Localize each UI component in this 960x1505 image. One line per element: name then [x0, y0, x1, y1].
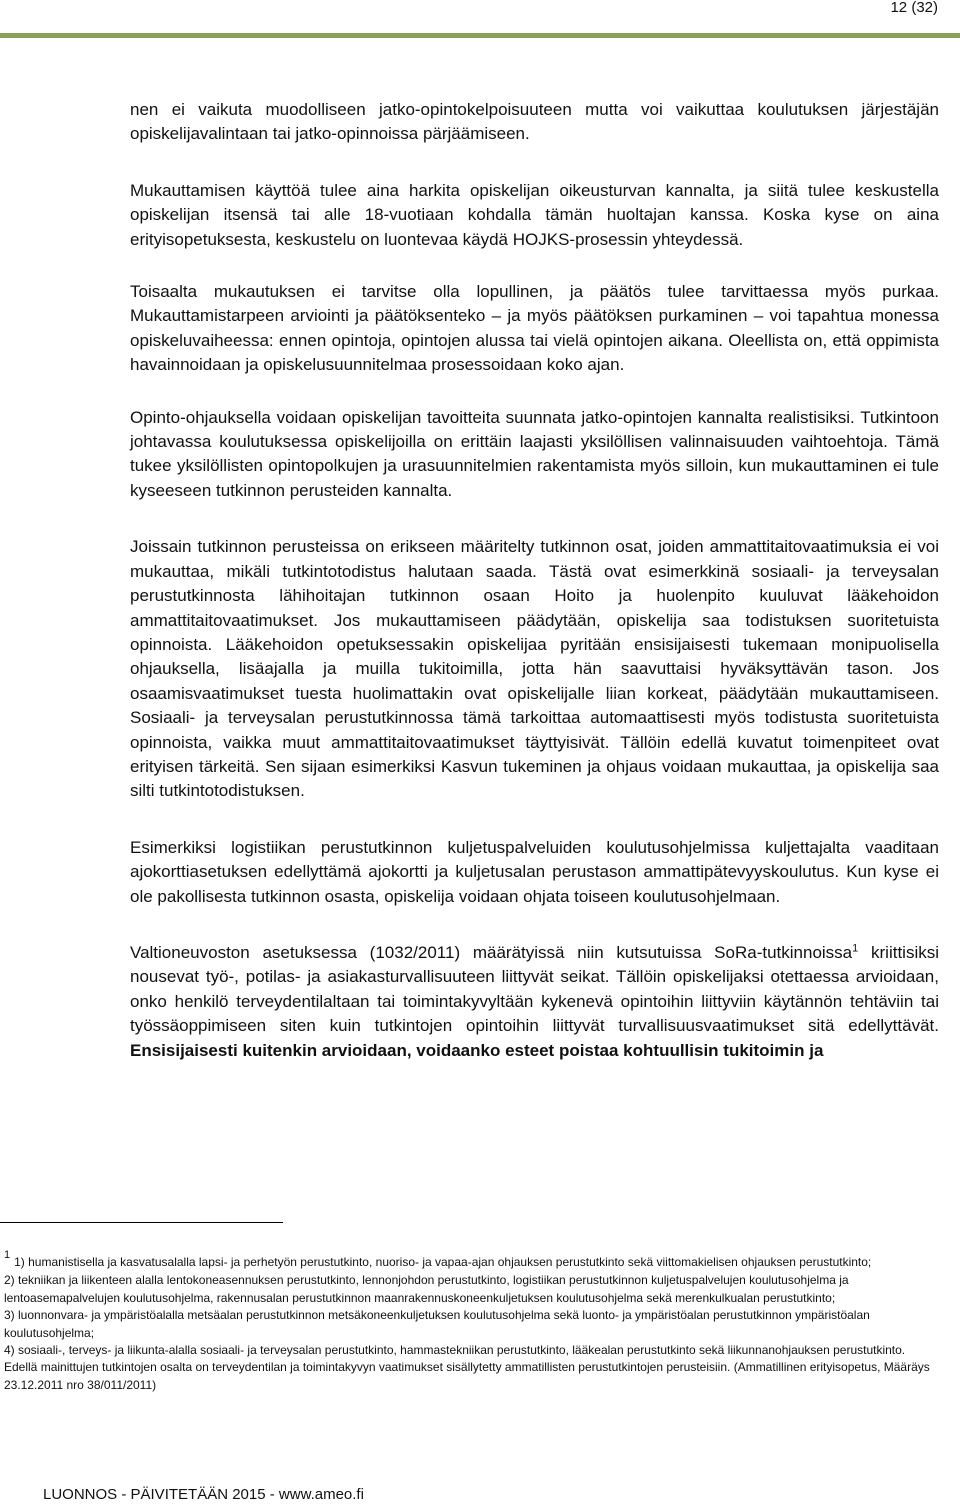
page-number: 12 (32): [890, 0, 938, 16]
paragraph-7-bold-text: Ensisijaisesti kuitenkin arvioidaan, voidaanko esteet poistaa kohtuullisin tukitoimin ja: [130, 1040, 824, 1060]
footnote-line-4: 4) sosiaali-, terveys- ja liikunta-alalla sosiaali- ja terveysalan perustutkinto, hammastekniikan perustutkinto, lääkealan perustutkinto sekä liikunnanohjauksen perustutkinto.: [4, 1343, 906, 1358]
paragraph-4: Opinto-ohjauksella voidaan opiskelijan tavoitteita suunnata jatko-opintojen kannalta realistisiksi. Tutkintoon johtavassa koulutuksessa opiskelijoilla on erittäin laajasti yksilöllisen valinnaisuuden vaihtoehtoja. Tämä tukee yksilöllisten opintopolkujen ja urasuunnitelmien rakentamista myös silloin, kun mukauttaminen ei tule kyseeseen tutkinnon perusteiden kannalta.: [130, 407, 939, 500]
paragraph-3: Toisaalta mukautuksen ei tarvitse olla lopullinen, ja päätös tulee tarvittaessa myös purkaa. Mukauttamistarpeen arviointi ja päätöksenteko – ja myös päätöksen purkaminen – voi tapahtua monessa opiskeluvaiheessa: ennen opintoja, opintojen alussa tai vielä opintojen aikana. Oleellista on, että oppimista havainnoidaan ja opiskelusuunnitelmaa prosessoidaan koko ajan.: [130, 282, 939, 375]
paragraph-7-text-start: Valtioneuvoston asetuksessa (1032/2011) määrätyissä niin kutsutuissa SoRa-tutkinnoissa: [130, 942, 853, 962]
paragraph-1: nen ei vaikuta muodolliseen jatko-opintokelpoisuuteen mutta voi vaikuttaa koulutuksen järjestäjän opiskelijavalintaan tai jatko-opinnoissa pärjäämiseen.: [130, 100, 939, 144]
footnote-separator: [0, 1222, 283, 1223]
header-rule: [0, 33, 960, 38]
footnote-reference: 1: [852, 942, 859, 955]
footnote-marker: 1: [4, 1249, 11, 1261]
page-footer: LUONNOS - PÄIVITETÄÄN 2015 - www.ameo.fi: [43, 1486, 364, 1503]
body-text: [130, 98, 939, 1087]
footnote-line-2: 2) tekniikan ja liikenteen alalla lentokoneasennuksen perustutkinto, lennonjohdon perustutkinto, logistiikan perustutkinnon kuljetuspalvelujen koulutusohjelma ja lentoasemapalvelujen koulutusohjelma, rakennusalan perustutkinnon maanrakennuskoneenkuljetuksen koulutusohjelma sekä merenkulkualan perustutkinto;: [4, 1273, 849, 1305]
paragraph-7: [130, 941, 939, 1063]
footnote-line-1: [4, 1249, 936, 1272]
footnotes: [4, 1249, 936, 1394]
paragraph-6: Esimerkiksi logistiikan perustutkinnon kuljetuspalveluiden koulutusohjelmissa kuljettajalta vaaditaan ajokorttiasetuksen edellyttämä ajokortti ja kuljetusalan perustason ammattipätevyyskoulutus. Kun kyse ei ole pakollisesta tutkinnon osasta, opiskelija voidaan ohjata toiseen koulutusohjelmaan.: [130, 837, 939, 906]
paragraph-7-text-middle: kriittisiksi nousevat työ-, potilas- ja asiakasturvallisuuteen liittyvät seikat. Tällöin opiskelijaksi otettaessa arvioidaan, onko henkilö terveydentilaltaan tai toimintakyvyltään kykenevä opintoihin liittyviin käytännön tehtäviin tai työssäoppimiseen siten kuin tutkintojen opintoihin liittyvät turvallisuusvaatimukset sitä edellyttävät.: [130, 942, 939, 1036]
paragraph-5: Joissain tutkinnon perusteissa on erikseen määritelty tutkinnon osat, joiden ammattitaitovaatimuksia ei voi mukauttaa, mikäli tutkintotodistus halutaan saada. Tästä ovat esimerkkinä sosiaali- ja terveysalan perustutkinnosta lähihoitajan tutkinnon osaan Hoito ja huolenpito kuuluvat lääkehoidon ammattitaitovaatimukset. Jos mukauttamiseen päädytään, opiskelija saa todistuksen suoritetuista opinnoista. Lääkehoidon opetuksessakin opiskelijaa pyritään ensisijaisesti tukemaan monipuolisella ohjauksella, lisäajalla ja muilla tukitoimilla, jotta hän saavuttaisi hyväksyttävän tason. Jos osaamisvaatimukset tuesta huolimattakin ovat opiskelijalle liian korkeat, päädytään mukauttamiseen. Sosiaali- ja terveysalan perustutkinnossa tämä tarkoittaa automaattisesti myös todistusta suoritetuista opinnoista, vaikka muut ammattitaitovaatimukset täyttyisivät. Tällöin edellä kuvatut toimenpiteet ovat erityisen tärkeitä. Sen sijaan esimerkiksi Kasvun tukeminen ja ohjaus voidaan mukauttaa, ja opiskelija saa silti tutkintotodistuksen.: [130, 537, 939, 801]
footnote-text-1: 1) humanistisella ja kasvatusalalla lapsi- ja perhetyön perustutkinto, nuoriso- ja vapaa-ajan ohjauksen perustutkinto sekä viittomakielisen ohjauksen perustutkinto;: [14, 1255, 872, 1269]
footnote-line-3: 3) luonnonvara- ja ympäristöalalla metsäalan perustutkinnon metsäkoneenkuljetuksen koulutusohjelma sekä luonto- ja ympäristöalan perustutkinnon ympäristöalan koulutusohjelma;: [4, 1308, 870, 1340]
footnote-line-5: Edellä mainittujen tutkintojen osalta on terveydentilan ja toimintakyvyn vaatimukset sisällytetty ammatillisten perustutkintojen perusteisiin. (Ammatillinen erityisopetus, Määräys 23.12.2011 nro 38/011/2011): [4, 1360, 930, 1392]
paragraph-2: Mukauttamisen käyttöä tulee aina harkita opiskelijan oikeusturvan kannalta, ja siitä tulee keskustella opiskelijan itsensä tai alle 18-vuotiaan kohdalla tämän huoltajan kanssa. Koska kyse on aina erityisopetuksesta, keskustelu on luontevaa käydä HOJKS-prosessin yhteydessä.: [130, 180, 939, 249]
